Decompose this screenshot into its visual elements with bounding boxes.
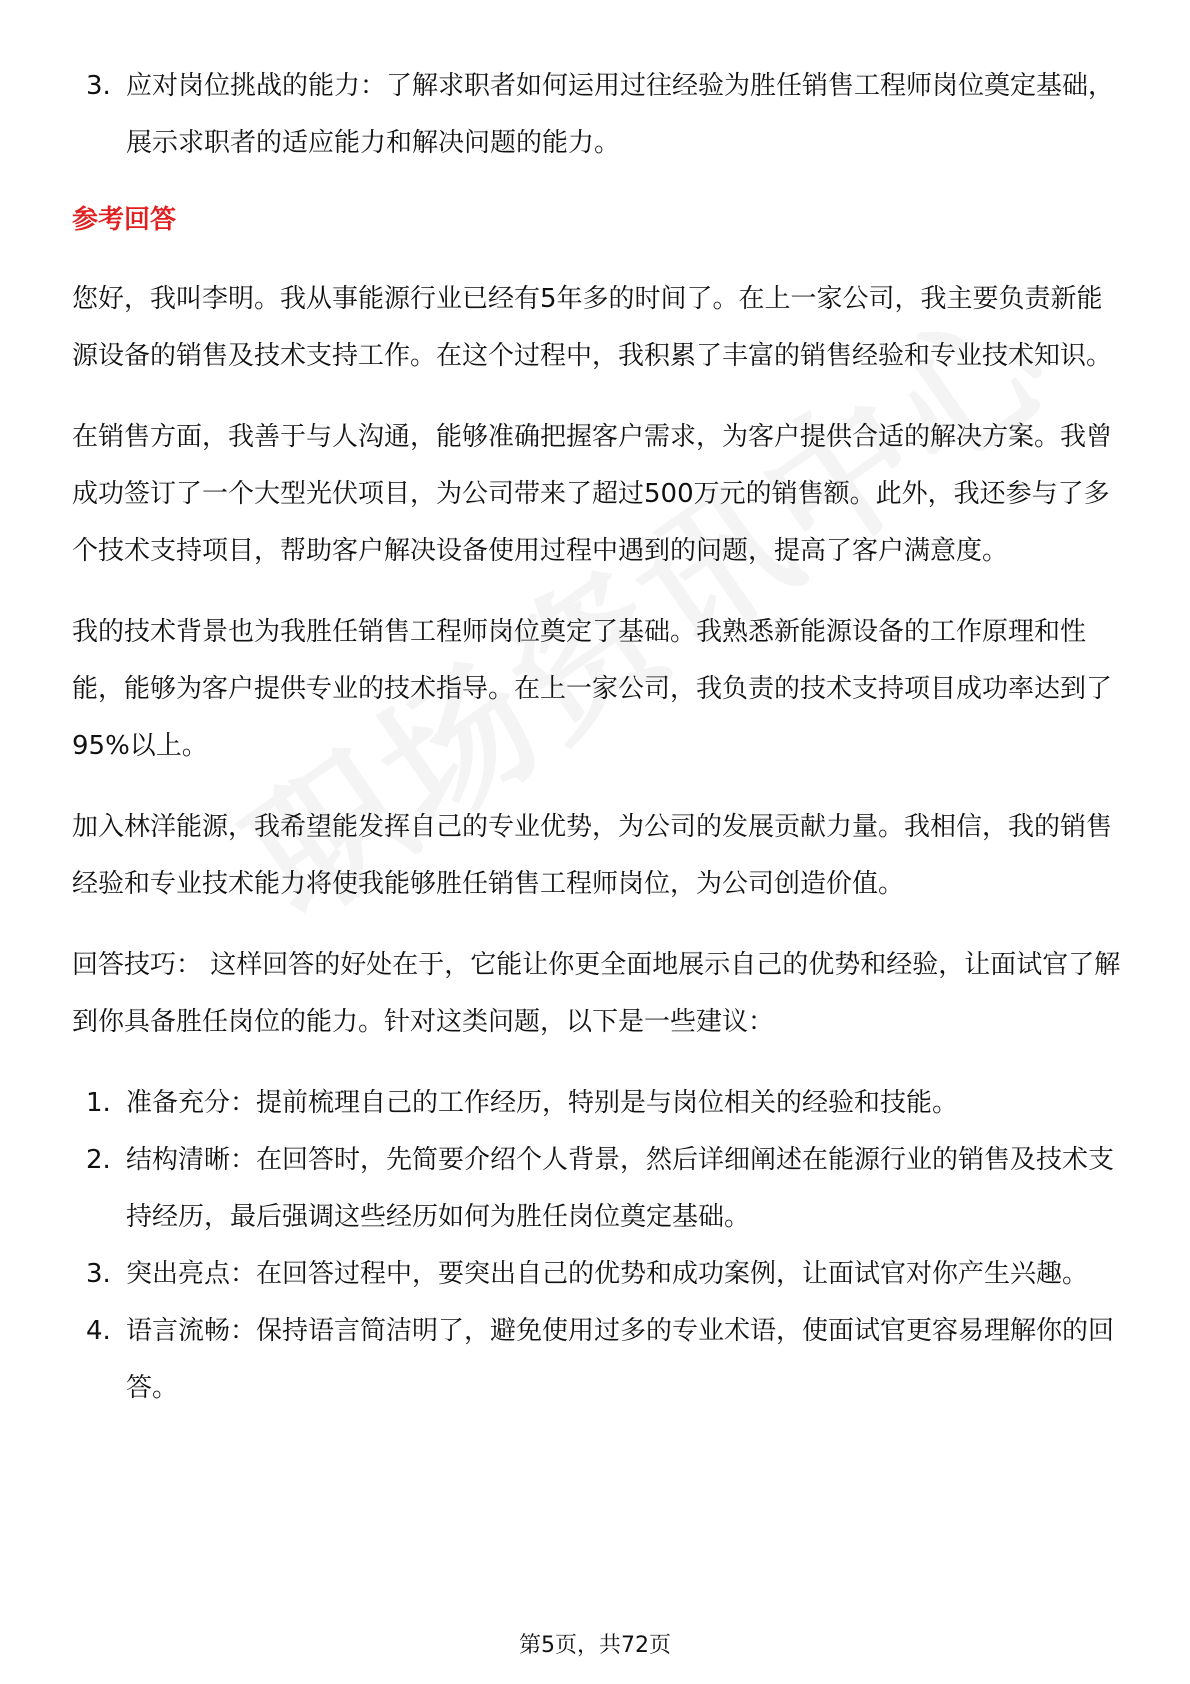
list-item (72, 1132, 1122, 1246)
list-item (72, 1075, 1122, 1132)
list-item (72, 1303, 1122, 1417)
answer-paragraph: 我的技术背景也为我胜任销售工程师岗位奠定了基础。我熟悉新能源设备的工作原理和性能，能够为客户提供专业的技术指导。在上一家公司，我负责的技术支持项目成功率达到了95%以上。 (72, 617, 1113, 761)
page-content (72, 58, 1122, 1417)
answer-paragraph: 加入林洋能源，我希望能发挥自己的专业优势，为公司的发展贡献力量。我相信，我的销售经验和专业技术能力将使我能够胜任销售工程师岗位，为公司创造价值。 (72, 812, 1113, 899)
list-text: 准备充分：提前梳理自己的工作经历，特别是与岗位相关的经验和技能。 (126, 1088, 959, 1118)
list-number: 2. (86, 1145, 111, 1175)
list-number: 3. (86, 1259, 111, 1289)
list-text: 结构清晰：在回答时，先简要介绍个人背景，然后详细阐述在能源行业的销售及技术支持经历，最后强调这些经历如何为胜任岗位奠定基础。 (126, 1145, 1115, 1232)
list-text: 语言流畅：保持语言简洁明了，避免使用过多的专业术语，使面试官更容易理解你的回答。 (126, 1316, 1115, 1403)
answer-paragraph: 在销售方面，我善于与人沟通，能够准确把握客户需求，为客户提供合适的解决方案。我曾成功签订了一个大型光伏项目，为公司带来了超过500万元的销售额。此外，我还参与了多个技术支持项目，帮助客户解决设备使用过程中遇到的问题，提高了客户满意度。 (72, 422, 1113, 566)
list-item (72, 1246, 1122, 1303)
list-item (72, 58, 1122, 172)
intro-list (72, 58, 1122, 172)
list-number: 3. (86, 71, 111, 101)
list-number: 4. (86, 1316, 111, 1346)
list-number: 1. (86, 1088, 111, 1118)
page-footer: 第5页，共72页 (519, 1633, 671, 1658)
tips-list (72, 1075, 1122, 1417)
answer-paragraph: 您好，我叫李明。我从事能源行业已经有5年多的时间了。在上一家公司，我主要负责新能源设备的销售及技术支持工作。在这个过程中，我积累了丰富的销售经验和专业技术知识。 (72, 284, 1113, 371)
list-text: 应对岗位挑战的能力：了解求职者如何运用过往经验为胜任销售工程师岗位奠定基础，展示求职者的适应能力和解决问题的能力。 (126, 71, 1115, 158)
list-text: 突出亮点：在回答过程中，要突出自己的优势和成功案例，让面试官对你产生兴趣。 (126, 1259, 1089, 1289)
tips-intro-paragraph: 回答技巧： 这样回答的好处在于，它能让你更全面地展示自己的优势和经验，让面试官了解到你具备胜任岗位的能力。针对这类问题，以下是一些建议： (72, 950, 1121, 1037)
section-title: 参考回答 (72, 205, 177, 235)
